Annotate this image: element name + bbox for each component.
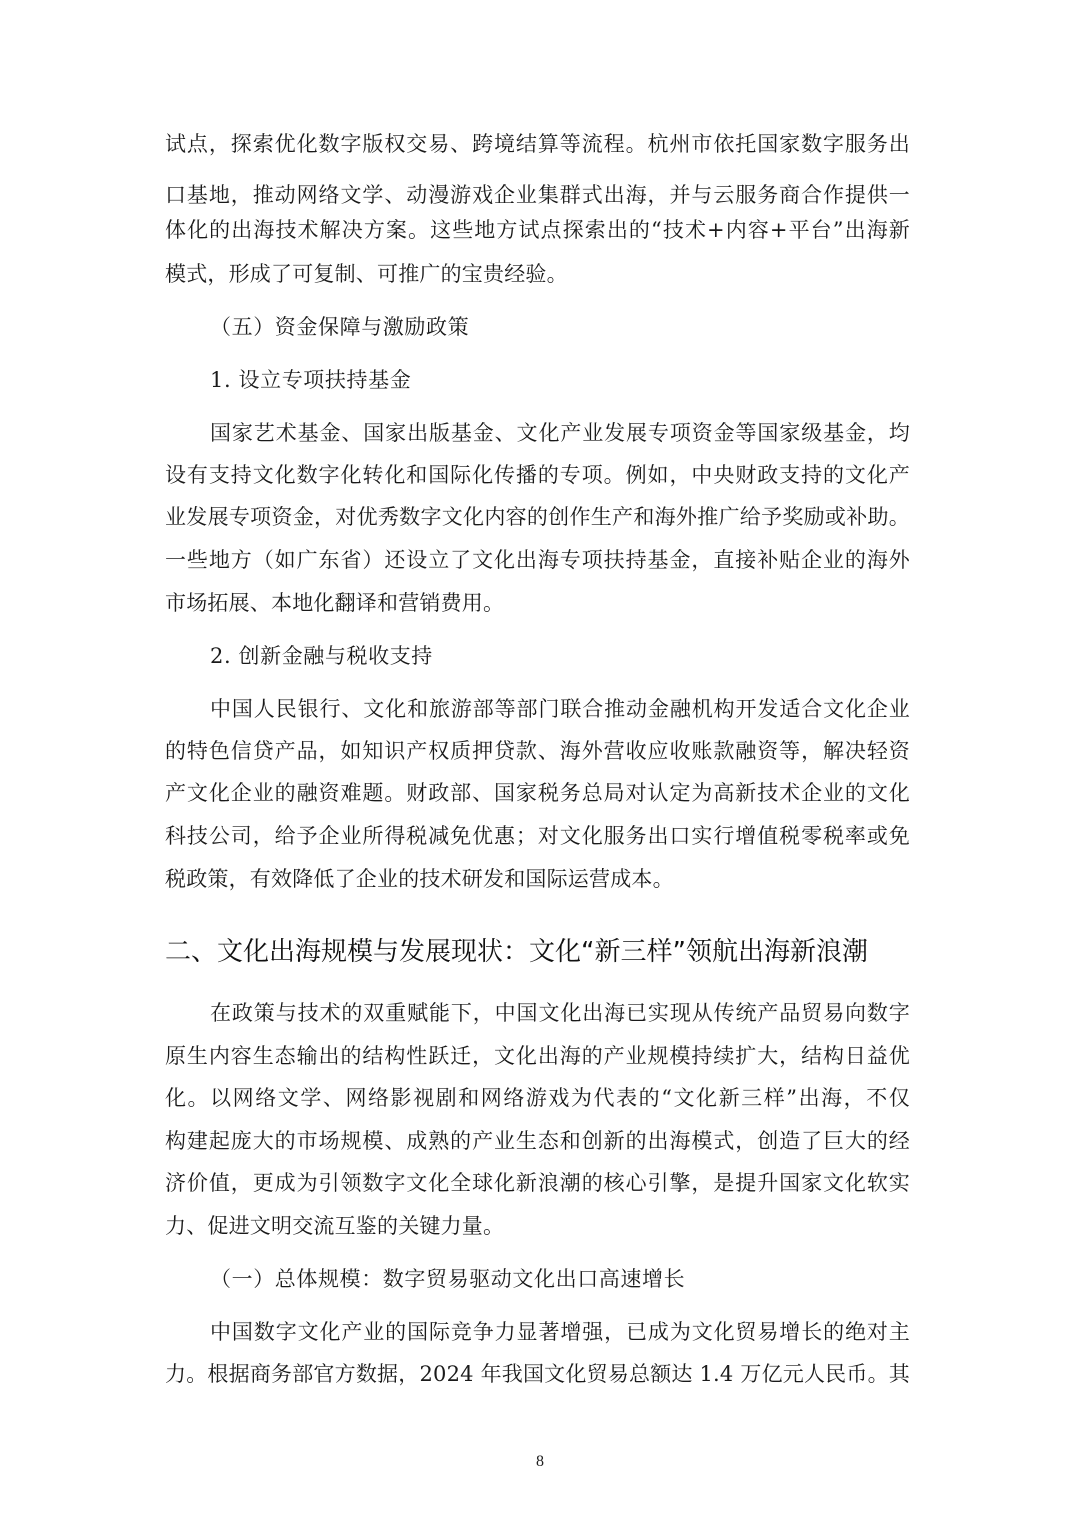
paragraph-line: 模式，形成了可复制、可推广的宝贵经验。 — [165, 262, 568, 286]
numbered-heading: 2. 创新金融与税收支持 — [210, 644, 433, 668]
paragraph-line: 构建起庞大的市场规模、成熟的产业生态和创新的出海模式，创造了巨大的经 — [165, 1129, 910, 1153]
subsection-heading: （一）总体规模：数字贸易驱动文化出口高速增长 — [210, 1267, 686, 1291]
paragraph-line: 力、促进文明交流互鉴的关键力量。 — [165, 1214, 505, 1238]
paragraph-line: 原生内容生态输出的结构性跃迁，文化出海的产业规模持续扩大，结构日益优 — [165, 1044, 910, 1068]
section-title: 二、文化出海规模与发展现状：文化“新三样”领航出海新浪潮 — [165, 937, 868, 967]
paragraph-line: 在政策与技术的双重赋能下，中国文化出海已实现从传统产品贸易向数字 — [210, 1001, 910, 1025]
numbered-heading: 1. 设立专项扶持基金 — [210, 368, 412, 392]
subsection-heading: （五）资金保障与激励政策 — [210, 315, 470, 339]
paragraph-line: 税政策，有效降低了企业的技术研发和国际运营成本。 — [165, 867, 674, 891]
paragraph-line: 化。以网络文学、网络影视剧和网络游戏为代表的“文化新三样”出海，不仅 — [165, 1086, 910, 1110]
page-number: 8 — [536, 1453, 544, 1470]
paragraph-line: 一些地方（如广东省）还设立了文化出海专项扶持基金，直接补贴企业的海外 — [165, 548, 910, 572]
paragraph-line: 体化的出海技术解决方案。这些地方试点探索出的“技术+内容+平台”出海新 — [165, 218, 910, 242]
paragraph-line: 力。根据商务部官方数据，2024 年我国文化贸易总额达 1.4 万亿元人民币。其 — [165, 1362, 910, 1386]
paragraph-line: 设有支持文化数字化转化和国际化传播的专项。例如，中央财政支持的文化产 — [165, 463, 910, 487]
paragraph-line: 产文化企业的融资难题。财政部、国家税务总局对认定为高新技术企业的文化 — [165, 781, 910, 805]
paragraph-line: 科技公司，给予企业所得税减免优惠；对文化服务出口实行增值税零税率或免 — [165, 824, 910, 848]
paragraph-line: 中国数字文化产业的国际竞争力显著增强，已成为文化贸易增长的绝对主 — [210, 1320, 910, 1344]
paragraph-line: 济价值，更成为引领数字文化全球化新浪潮的核心引擎，是提升国家文化软实 — [165, 1171, 910, 1195]
paragraph-line: 国家艺术基金、国家出版基金、文化产业发展专项资金等国家级基金，均 — [210, 421, 910, 445]
paragraph-line: 中国人民银行、文化和旅游部等部门联合推动金融机构开发适合文化企业 — [210, 697, 910, 721]
paragraph-line: 口基地，推动网络文学、动漫游戏企业集群式出海，并与云服务商合作提供一 — [165, 183, 910, 207]
paragraph-line: 业发展专项资金，对优秀数字文化内容的创作生产和海外推广给予奖励或补助。 — [165, 505, 910, 529]
paragraph-line: 市场拓展、本地化翻译和营销费用。 — [165, 591, 505, 615]
paragraph-line: 的特色信贷产品，如知识产权质押贷款、海外营收应收账款融资等，解决轻资 — [165, 739, 910, 763]
paragraph-line: 试点，探索优化数字版权交易、跨境结算等流程。杭州市依托国家数字服务出 — [165, 132, 910, 156]
